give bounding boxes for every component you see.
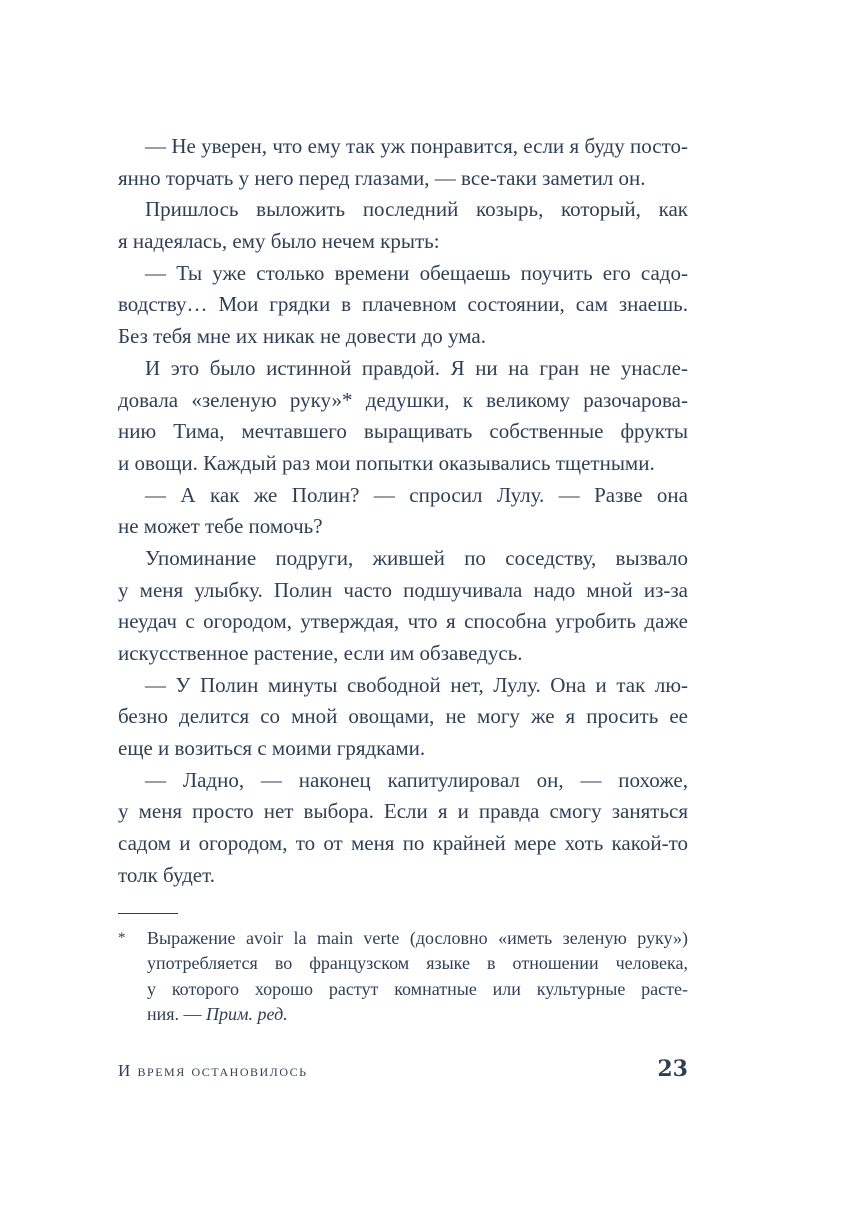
page-footer: [118, 1056, 688, 1082]
text-line: И это было истинной правдой. Я ни на гран не унасле-: [145, 355, 688, 380]
text-line: Без тебя мне их никак не довести до ума.: [118, 324, 486, 349]
footnote-line: Выражение avoir la main verte (дословно «иметь зеленую руку»): [147, 928, 688, 948]
text-line: толк будет.: [118, 862, 215, 887]
page-number: 23: [657, 1056, 688, 1082]
text-line: Упоминание подруги, жившей по соседству, вызвало: [145, 545, 688, 570]
text-line: неудач с огородом, утверждая, что я способна угробить даже: [118, 609, 688, 634]
text-line: довала «зеленую руку»* дедушки, к великому разочарова-: [118, 387, 688, 412]
text-line: еще и возиться с моими грядками.: [118, 736, 426, 761]
footnote-marker: *: [118, 930, 126, 946]
text-line: — Ты уже столько времени обещаешь поучить его садо-: [145, 260, 688, 285]
text-line: Пришлось выложить последний козырь, который, как: [145, 197, 688, 222]
text-line: у меня просто нет выбора. Если я и правда смогу заняться: [118, 799, 688, 824]
text-line: — А как же Полин? — спросил Лулу. — Разве она: [145, 482, 688, 507]
text-line: и овощи. Каждый раз мои попытки оказывались тщетными.: [118, 450, 655, 475]
text-line: — Не уверен, что ему так уж понравится, если я буду посто-: [145, 134, 688, 158]
text-line: искусственное растение, если им обзаведусь.: [118, 641, 523, 665]
body-text: [118, 131, 688, 892]
text-line: я надеялась, ему было нечем крыть:: [118, 229, 440, 254]
text-line: янно торчать у него перед глазами, — все-таки заметил он.: [118, 165, 646, 190]
footnote-last-text: ния. —: [147, 1003, 207, 1024]
text-line: — У Полин минуты свободной нет, Лулу. Она и так лю-: [145, 672, 688, 697]
footnote-line: у которого хорошо растут комнатные или культурные расте-: [147, 978, 688, 999]
text-line: у меня улыбку. Полин часто подшучивала надо мной из-за: [118, 577, 688, 602]
text-line: водству… Мои грядки в плачевном состоянии, сам знаешь.: [118, 292, 688, 317]
footnote: [118, 926, 688, 1027]
footnote-line: употребляется во французском языке в отношении человека,: [147, 953, 688, 974]
editor-note: Прим. ред.: [206, 1003, 288, 1024]
text-line: безно делится со мной овощами, не могу же я просить ее: [118, 704, 688, 729]
footnote-divider: [118, 913, 178, 914]
text-line: садом и огородом, то от меня по крайней мере хоть какой-то: [118, 831, 688, 856]
running-title: И время остановилось: [118, 1061, 308, 1080]
footnote-line: [147, 1002, 688, 1027]
text-line: нию Тима, мечтавшего выращивать собственные фрукты: [118, 419, 688, 444]
text-line: — Ладно, — наконец капитулировал он, — похоже,: [145, 767, 688, 792]
text-line: не может тебе помочь?: [118, 514, 323, 539]
